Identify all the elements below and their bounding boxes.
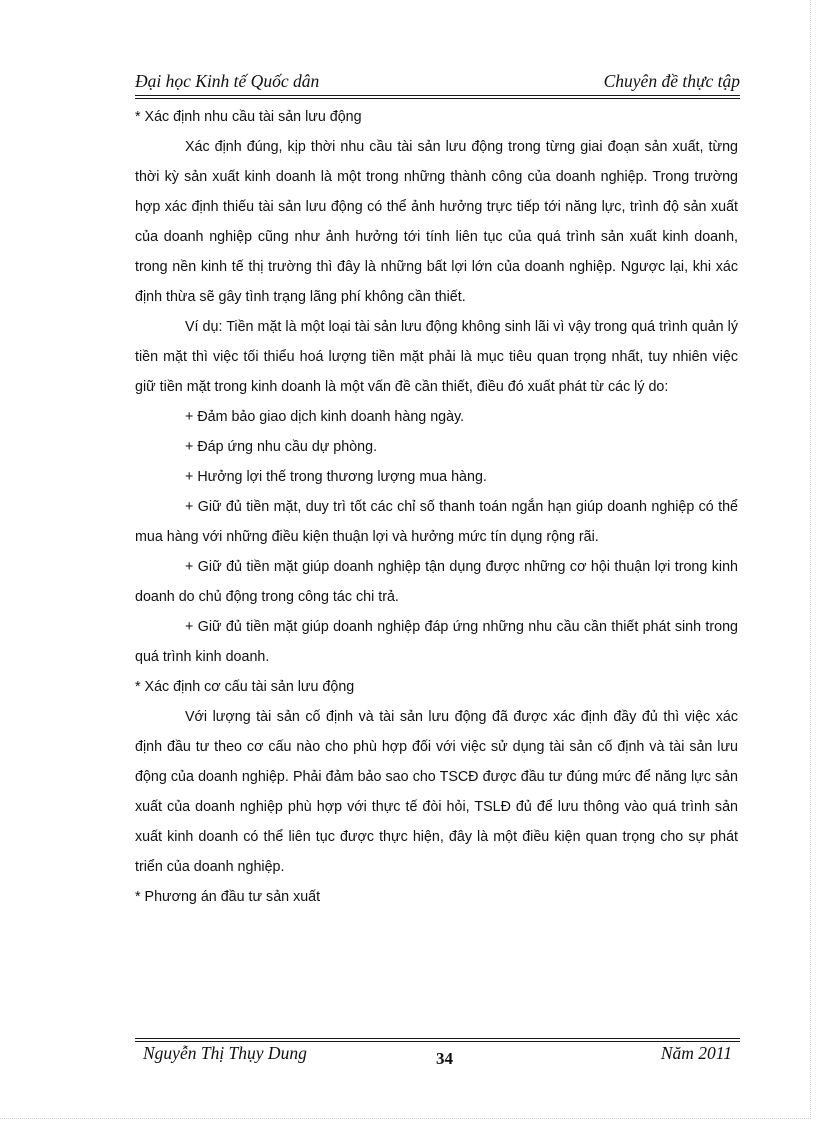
- header-report-title: Chuyên đề thực tập: [603, 71, 740, 91]
- footer-rule: [135, 1038, 740, 1042]
- list-item-precaution: + Đáp ứng nhu cầu dự phòng.: [185, 439, 378, 455]
- document-body: [135, 102, 738, 912]
- section-heading-investment-plan: * Phương án đầu tư sản xuất: [135, 889, 321, 905]
- list-item-bargaining: + Hưởng lợi thế trong thương lượng mua hàng.: [185, 469, 487, 485]
- paragraph-structure: Với lượng tài sản cố định và tài sản lưu động đã được xác định đầy đủ thì việc xác định đầu tư theo cơ cấu nào cho phù hợp đối với việc sử dụng tài sản cố định và tài sản lưu động của doanh nghiệp. Phải đảm bảo sao cho TSCĐ được đầu tư đúng mức để năng lực sản xuất của doanh nghiệp phù hợp với thực tế đòi hỏi, TSLĐ đủ để lưu thông vào quá trình sản xuất kinh doanh có thể liên tục được thực hiện, đây là một điều kiện quan trọng cho sự phát triển của doanh nghiệp.: [135, 709, 738, 875]
- running-footer: [135, 1043, 740, 1073]
- paragraph-cash-example: Ví dụ: Tiền mặt là một loại tài sản lưu động không sinh lãi vì vậy trong quá trình quản lý tiền mặt thì việc tối thiểu hoá lượng tiền mặt phải là mục tiêu quan trọng nhất, tuy nhiên việc giữ tiền mặt trong kinh doanh là một vấn đề cần thiết, điều đó xuất phát từ các lý do:: [135, 319, 738, 395]
- running-header: [135, 70, 740, 96]
- footer-year: Năm 2011: [660, 1043, 732, 1063]
- list-item-business-needs: + Giữ đủ tiền mặt giúp doanh nghiệp đáp ứng những nhu cầu cần thiết phát sinh trong quá trình kinh doanh.: [135, 619, 738, 665]
- paragraph-needs: Xác định đúng, kịp thời nhu cầu tài sản lưu động trong từng giai đoạn sản xuất, từng thời kỳ sản xuất kinh doanh là một trong những thành công của doanh nghiệp. Trong trường hợp xác định thiếu tài sản lưu động có thể ảnh hưởng trực tiếp tới năng lực, trình độ sản xuất của doanh nghiệp cũng như ảnh hưởng tới tính liên tục của quá trình sản xuất kinh doanh, trong nền kinh tế thị trường thì đây là những bất lợi lớn của doanh nghiệp. Ngược lại, khi xác định thừa sẽ gây tình trạng lãng phí không cần thiết.: [135, 139, 738, 305]
- page-number: 34: [436, 1049, 453, 1068]
- footer-author: Nguyễn Thị Thụy Dung: [143, 1043, 307, 1063]
- list-item-daily-transactions: + Đảm bảo giao dịch kinh doanh hàng ngày.: [185, 409, 465, 425]
- list-item-opportunities: + Giữ đủ tiền mặt giúp doanh nghiệp tận dụng được những cơ hội thuận lợi trong kinh doanh do chủ động trong công tác chi trả.: [135, 559, 738, 605]
- section-heading-working-capital-structure: * Xác định cơ cấu tài sản lưu động: [135, 679, 355, 695]
- header-rule: [135, 95, 740, 99]
- section-heading-working-capital-needs: * Xác định nhu cầu tài sản lưu động: [135, 109, 362, 125]
- list-item-liquidity: + Giữ đủ tiền mặt, duy trì tốt các chỉ số thanh toán ngắn hạn giúp doanh nghiệp có thể mua hàng với những điều kiện thuận lợi và hưởng mức tín dụng rộng rãi.: [135, 499, 738, 545]
- header-university: Đại học Kinh tế Quốc dân: [135, 71, 320, 91]
